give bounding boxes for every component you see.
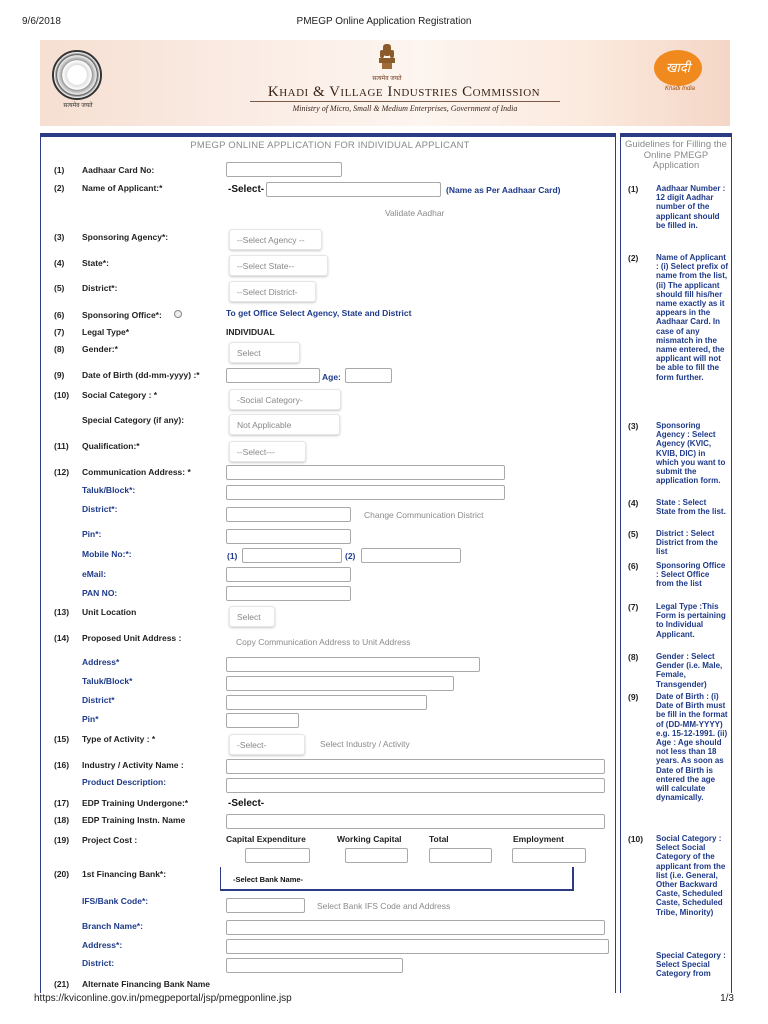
working-capital-label: Working Capital <box>337 834 402 844</box>
age-label: Age: <box>322 372 341 382</box>
row-number: (9) <box>54 370 65 380</box>
state-label: State*: <box>82 258 109 268</box>
mobile2-label: (2) <box>345 551 356 561</box>
special-category-select[interactable]: Not Applicable <box>229 414 340 435</box>
khadi-india-logo: खादी <box>654 50 702 86</box>
branch-name-label: Branch Name*: <box>82 921 143 931</box>
unit-taluk-input[interactable] <box>226 676 454 691</box>
left-emblem-caption: सत्यमेव जयते <box>63 103 93 109</box>
select-ifsc-button[interactable]: Select Bank IFS Code and Address <box>317 901 451 911</box>
edp-undergone-select[interactable]: -Select- <box>228 798 265 809</box>
activity-type-label: Type of Activity : * <box>82 734 156 744</box>
row-number: (4) <box>54 258 65 268</box>
guideline-text: Name of Applicant : (i) Select prefix of name from the list, (ii) The applicant should fill his/her name exactly as it appears in the Aadhaar Card. In case of any mismatch in the name entered, the applicant will not be able to fill the form further. <box>656 253 729 382</box>
edp-institute-input[interactable] <box>226 814 605 829</box>
change-comm-district-button[interactable]: Change Communication District <box>364 510 484 520</box>
state-emblem-icon <box>52 50 102 100</box>
unit-district-input[interactable] <box>226 695 427 710</box>
mobile1-input[interactable] <box>242 548 342 563</box>
copy-address-button[interactable]: Copy Communication Address to Unit Address <box>236 637 411 647</box>
guideline-number: (1) <box>628 184 639 194</box>
agency-select[interactable]: --Select Agency -- <box>229 229 322 250</box>
sponsoring-agency-label: Sponsoring Agency*: <box>82 232 169 242</box>
row-number: (21) <box>54 979 70 989</box>
applicant-name-label: Name of Applicant:* <box>82 183 163 193</box>
edp-institute-label: EDP Training Instn. Name <box>82 815 186 825</box>
row-number: (2) <box>54 183 65 193</box>
guideline-text: Gender : Select Gender (i.e. Male, Female, Transgender) <box>656 652 723 689</box>
pan-label: PAN NO: <box>82 588 118 598</box>
office-hint: To get Office Select Agency, State and District <box>226 308 412 318</box>
kvic-subtitle: Ministry of Micro, Small & Medium Enterprises, Government of India <box>292 104 518 113</box>
comm-taluk-input[interactable] <box>226 485 505 500</box>
capex-input[interactable] <box>245 848 310 863</box>
qualification-label: Qualification:* <box>82 441 140 451</box>
print-url: https://kviconline.gov.in/pmegpeportal/jsp/pmegponline.jsp <box>34 993 292 1004</box>
row-number: (13) <box>54 607 70 617</box>
unit-pin-input[interactable] <box>226 713 299 728</box>
dob-label: Date of Birth (dd-mm-yyyy) :* <box>82 370 200 380</box>
district-label: District*: <box>82 283 118 293</box>
branch-name-input[interactable] <box>226 920 605 935</box>
proposed-address-label: Proposed Unit Address : <box>82 633 182 643</box>
total-input[interactable] <box>429 848 492 863</box>
print-date: 9/6/2018 <box>22 16 61 27</box>
bank-address-label: Address*: <box>82 940 123 950</box>
comm-address-input[interactable] <box>226 465 505 480</box>
mobile-label: Mobile No:*: <box>82 549 132 559</box>
product-description-label: Product Description: <box>82 777 167 787</box>
row-number: (17) <box>54 798 70 808</box>
ifsc-label: IFS/Bank Code*: <box>82 896 149 906</box>
pan-input[interactable] <box>226 586 351 601</box>
guideline-text: Sponsoring Agency : Select Agency (KVIC, KVIB, DIC) in which you want to submit the application form. <box>656 421 726 486</box>
row-number: (8) <box>54 344 65 354</box>
special-category-label: Special Category (if any): <box>82 415 185 425</box>
comm-district-label: District*: <box>82 504 118 514</box>
comm-district-input[interactable] <box>226 507 351 522</box>
employment-label: Employment <box>513 834 565 844</box>
legal-type-label: Legal Type* <box>82 327 130 337</box>
working-capital-input[interactable] <box>345 848 408 863</box>
row-number: (1) <box>54 165 65 175</box>
applicant-name-input[interactable] <box>266 182 441 197</box>
alternate-bank-label: Alternate Financing Bank Name <box>82 979 211 989</box>
gender-label: Gender:* <box>82 344 118 354</box>
unit-address-label: Address* <box>82 657 120 667</box>
unit-location-select[interactable]: Select <box>229 606 275 627</box>
validate-aadhaar-button[interactable]: Validate Aadhar <box>385 208 445 218</box>
national-emblem-icon <box>376 42 398 74</box>
row-number: (10) <box>54 390 70 400</box>
comm-address-label: Communication Address: * <box>82 467 191 477</box>
comm-taluk-label: Taluk/Block*: <box>82 485 136 495</box>
row-number: (19) <box>54 835 70 845</box>
office-radio-icon[interactable] <box>174 310 182 318</box>
guideline-number: (6) <box>628 561 639 571</box>
product-description-input[interactable] <box>226 778 605 793</box>
kvic-title: Khadi & Village Industries Commission <box>267 84 541 100</box>
name-prefix-select[interactable]: -Select- <box>228 184 265 195</box>
guidelines-heading: Guidelines for Filling the Online PMEGP Application <box>625 139 727 171</box>
guideline-text: State : Select State from the list. <box>656 498 726 517</box>
age-input[interactable] <box>345 368 392 383</box>
employment-input[interactable] <box>512 848 586 863</box>
email-label: eMail: <box>82 569 107 579</box>
row-number: (7) <box>54 327 65 337</box>
row-number: (18) <box>54 815 70 825</box>
row-number: (14) <box>54 633 70 643</box>
guideline-text: Social Category : Select Social Category of the applicant from the list (i.e. General, Other Backward Caste, Scheduled Caste, Scheduled Tribe, Minority) <box>656 834 726 917</box>
kvic-banner <box>40 40 730 126</box>
row-number: (3) <box>54 232 65 242</box>
state-select[interactable]: --Select State-- <box>229 255 328 276</box>
guideline-number: (3) <box>628 421 639 431</box>
aadhaar-label: Aadhaar Card No: <box>82 165 155 175</box>
mobile1-label: (1) <box>227 551 238 561</box>
guideline-number: (5) <box>628 529 639 539</box>
row-number: (20) <box>54 869 70 879</box>
industry-name-label: Industry / Activity Name : <box>82 760 184 770</box>
bank-district-label: District: <box>82 958 115 968</box>
name-hint: (Name as Per Aadhaar Card) <box>446 185 561 195</box>
activity-type-select[interactable]: -Select- <box>229 734 305 755</box>
khadi-india-caption: Khadi India <box>664 86 696 92</box>
row-number: (5) <box>54 283 65 293</box>
print-footer <box>0 993 768 1007</box>
social-category-label: Social Category : * <box>82 390 158 400</box>
legal-type-value: INDIVIDUAL <box>226 327 275 337</box>
comm-pin-input[interactable] <box>226 529 351 544</box>
print-header <box>0 16 768 30</box>
print-title: PMEGP Online Application Registration <box>296 16 472 27</box>
comm-pin-label: Pin*: <box>82 529 102 539</box>
guideline-number: (2) <box>628 253 639 263</box>
print-page-number: 1/3 <box>720 993 734 1004</box>
guideline-text: Date of Birth : (i) Date of Birth must be fill in the format of (DD-MM-YYYY) e.g. 15-12-1991. (ii) Age : Age should not less than 18 years. As soon as Date of Birth is entered the age will calculate dynamically. <box>656 692 728 803</box>
bank-district-input[interactable] <box>226 958 403 973</box>
district-select[interactable]: --Select District- <box>229 281 316 302</box>
guideline-number: (7) <box>628 602 639 612</box>
unit-taluk-label: Taluk/Block* <box>82 676 133 686</box>
select-industry-button[interactable]: Select Industry / Activity <box>320 739 410 749</box>
application-form-frame <box>40 133 616 993</box>
guideline-text: Legal Type :This Form is pertaining to Individual Applicant. <box>656 602 726 639</box>
bank-address-input[interactable] <box>226 939 609 954</box>
email-input[interactable] <box>226 567 351 582</box>
edp-undergone-label: EDP Training Undergone:* <box>82 798 189 808</box>
qualification-select[interactable]: --Select--- <box>229 441 306 462</box>
center-emblem-caption: सत्यमेव जयते <box>372 76 402 82</box>
dob-input[interactable] <box>226 368 320 383</box>
row-number: (15) <box>54 734 70 744</box>
project-cost-label: Project Cost : <box>82 835 138 845</box>
aadhaar-input[interactable] <box>226 162 342 177</box>
unit-district-label: District* <box>82 695 115 705</box>
mobile2-input[interactable] <box>361 548 461 563</box>
guideline-number: (10) <box>628 834 644 844</box>
row-number: (16) <box>54 760 70 770</box>
capex-label: Capital Expenditure <box>226 834 306 844</box>
gender-select[interactable]: Select <box>229 342 300 363</box>
title-rule <box>250 101 560 102</box>
row-number: (6) <box>54 310 65 320</box>
guideline-text: Special Category : Select Special Category from <box>656 951 726 979</box>
financing-bank-select[interactable]: -Select Bank Name- <box>220 867 574 891</box>
unit-address-input[interactable] <box>226 657 480 672</box>
row-number: (11) <box>54 441 69 451</box>
guideline-number: (9) <box>628 692 639 702</box>
social-category-select[interactable]: -Social Category- <box>229 389 341 410</box>
guideline-number: (8) <box>628 652 639 662</box>
unit-pin-label: Pin* <box>82 714 99 724</box>
financing-bank-label: 1st Financing Bank*: <box>82 869 167 879</box>
guideline-number: (4) <box>628 498 639 508</box>
form-heading: PMEGP ONLINE APPLICATION FOR INDIVIDUAL APPLICANT <box>190 140 470 151</box>
row-number: (12) <box>54 467 70 477</box>
sponsoring-office-label: Sponsoring Office*: <box>82 310 162 320</box>
guideline-text: District : Select District from the list <box>656 529 718 557</box>
unit-location-label: Unit Location <box>82 607 137 617</box>
ifsc-input[interactable] <box>226 898 305 913</box>
guideline-text: Sponsoring Office : Select Office from the list <box>656 561 726 589</box>
total-label: Total <box>429 834 449 844</box>
guideline-text: Aadhaar Number : 12 digit Aadhar number of the applicant should be filled in. <box>656 184 726 230</box>
industry-name-input[interactable] <box>226 759 605 774</box>
